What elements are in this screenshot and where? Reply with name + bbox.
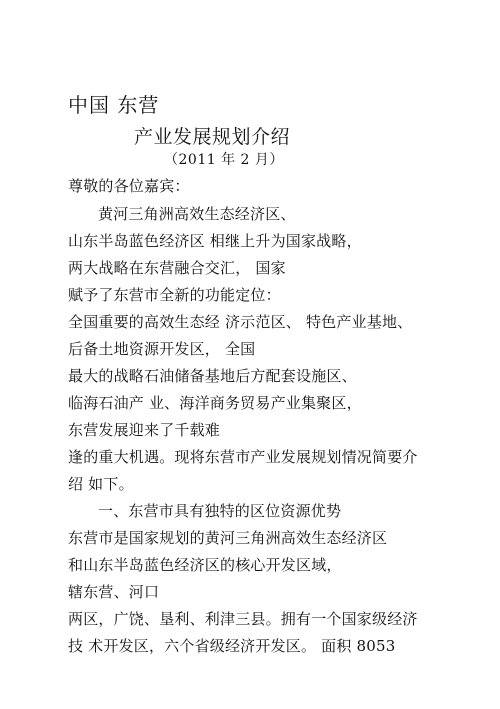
- body-line: 赋予了东营市全新的功能定位：: [68, 286, 281, 304]
- body-line: 逢的重大机遇。现将东营市产业发展规划情况简要介: [68, 448, 418, 466]
- body-line: 和山东半岛蓝色经济区的核心开发区域，: [68, 556, 342, 574]
- body-line: 两区，广饶、垦利、利津三县。拥有一个国家级经济: [68, 610, 418, 628]
- document-date: （2011 年 2 月）: [164, 152, 284, 168]
- document-heading: 中国 东营: [68, 93, 160, 117]
- body-line: 黄河三角洲高效生态经济区、: [98, 205, 296, 223]
- body-line: 山东半岛蓝色经济区 相继上升为国家战略，: [68, 232, 362, 250]
- body-line: 东营市是国家规划的黄河三角洲高效生态经济区: [68, 529, 388, 547]
- body-line: 临海石油产 业、海洋商务贸易产业集聚区，: [68, 394, 362, 412]
- body-line: 绍 如下。: [68, 475, 134, 493]
- body-line: 东营发展迎来了千载难: [68, 421, 221, 439]
- body-line: 技 术开发区，六个省级经济开发区。 面积 8053: [68, 637, 396, 655]
- body-line: 尊敬的各位嘉宾：: [68, 177, 190, 195]
- body-line: 后备土地资源开发区， 全国: [68, 340, 256, 358]
- body-line: 辖东营、河口: [68, 583, 160, 601]
- section-heading: 一、东营市具有独特的区位资源优势: [98, 502, 342, 520]
- document-subtitle: 产业发展规划介绍: [134, 126, 291, 148]
- body-line: 最大的战略石油储备基地后方配套设施区、: [68, 367, 357, 385]
- body-line: 全国重要的高效生态经 济示范区、 特色产业基地、: [68, 313, 413, 331]
- body-line: 两大战略在东营融合交汇， 国家: [68, 259, 286, 277]
